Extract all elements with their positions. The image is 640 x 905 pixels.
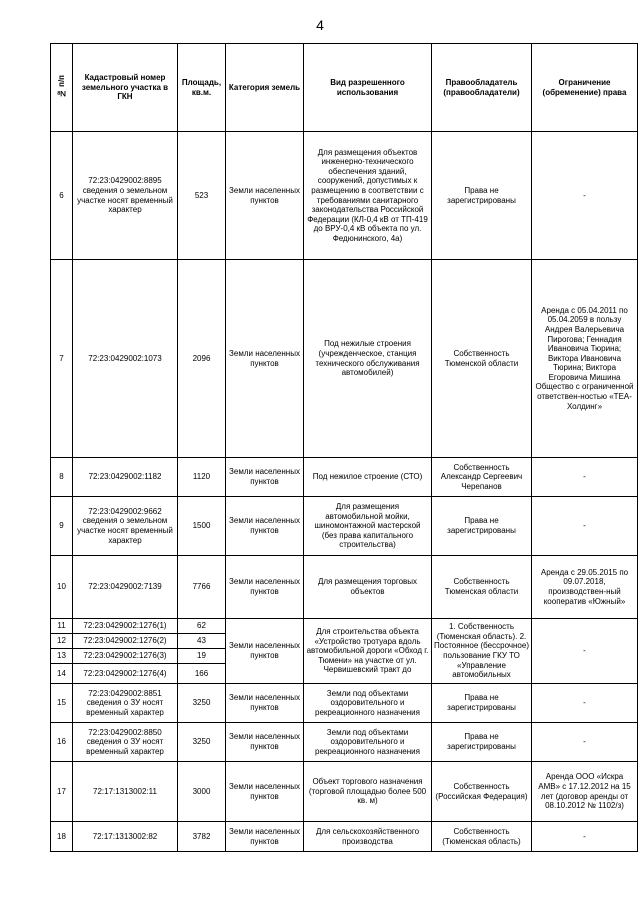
cell-restriction: - [532,684,638,723]
cell-area: 19 [178,649,226,664]
table-row [51,762,638,822]
cell-num: 6 [51,132,73,260]
cell-cadastral: 72:23:0429002:8850 сведения о ЗУ носят временный характер [73,723,178,762]
cell-num: 11 [51,619,73,634]
cell-owner: 1. Собственность (Тюменская область). 2. Постоянное (бессрочное) пользование ГКУ ТО «Управление автомобильных [432,619,532,684]
cell-use: Для размещения объектов инженерно-технического обеспечения зданий, сооружений, допустимых к размещению в соответствии с требованиями санитарного законодательства Российской Федерации (КЛ-0,4 кВ от ТП-419 до ВРУ-0,4 кВ объекта по ул. Федюнинского, 4а) [304,132,432,260]
cell-area: 3782 [178,822,226,852]
cell-area: 7766 [178,556,226,619]
cell-num: 16 [51,723,73,762]
header-num: № п/п [51,44,73,132]
cell-owner: Собственность (Тюменская область) [432,822,532,852]
cell-restriction: - [532,132,638,260]
cell-area: 523 [178,132,226,260]
cell-area: 1500 [178,497,226,556]
cell-owner: Собственность (Российская Федерация) [432,762,532,822]
cell-category: Земли населенных пунктов [226,822,304,852]
cell-area: 166 [178,664,226,684]
table-row [51,684,638,723]
cell-cadastral: 72:23:0429002:1276(4) [73,664,178,684]
cell-use: Для размещения автомобильной мойки, шиномонтажной мастерской (без права капитального строительства) [304,497,432,556]
header-area: Площадь, кв.м. [178,44,226,132]
table-row [51,260,638,458]
cell-cadastral: 72:23:0429002:7139 [73,556,178,619]
header-use: Вид разрешенного использования [304,44,432,132]
cell-area: 3250 [178,684,226,723]
page-number: 4 [316,17,324,33]
cell-restriction: - [532,497,638,556]
cell-cadastral: 72:23:0429002:1182 [73,458,178,497]
cell-use: Земли под объектами оздоровительного и рекреационного назначения [304,723,432,762]
cell-category: Земли населенных пунктов [226,260,304,458]
cell-owner: Собственность Александр Сергеевич Черепанов [432,458,532,497]
cell-restriction: Аренда с 05.04.2011 по 05.04.2059 в пользу Андрея Валерьевича Пирогова; Геннадия Ивановича Тюрина; Виктора Ивановича Тюрина; Виктора Егоровича Мишина Общество с ограниченной ответствен-ностью «ТЕА-Холдинг» [532,260,638,458]
cell-cadastral: 72:23:0429002:1276(1) [73,619,178,634]
cell-num: 8 [51,458,73,497]
table-header-row [51,44,638,132]
cell-restriction: Аренда ООО «Искра АМВ» с 17.12.2012 на 15 лет (договор аренды от 08.10.2012 № 1102/з) [532,762,638,822]
cell-use: Под нежилые строения (учрежденческое, станция технического обслуживания автомобилей) [304,260,432,458]
cell-use: Для сельскохозяйственного производства [304,822,432,852]
cell-category: Земли населенных пунктов [226,132,304,260]
cell-area: 1120 [178,458,226,497]
cell-num: 18 [51,822,73,852]
land-plots-table [50,43,638,852]
cell-category: Земли населенных пунктов [226,497,304,556]
cell-cadastral: 72:23:0429002:1276(3) [73,649,178,664]
cell-use: Для строительства объекта «Устройство тротуара вдоль автомобильной дороги «Обход г. Тюмени» на участке от ул. Червишевский тракт до [304,619,432,684]
cell-category: Земли населенных пунктов [226,762,304,822]
cell-cadastral: 72:17:1313002:11 [73,762,178,822]
cell-owner: Права не зарегистрированы [432,723,532,762]
cell-area: 2096 [178,260,226,458]
cell-owner: Права не зарегистрированы [432,497,532,556]
cell-use: Объект торгового назначения (торговой площадью более 500 кв. м) [304,762,432,822]
cell-area: 3000 [178,762,226,822]
table-row [51,556,638,619]
cell-category: Земли населенных пунктов [226,684,304,723]
cell-num: 12 [51,634,73,649]
table-row [51,822,638,852]
cell-cadastral: 72:17:1313002:82 [73,822,178,852]
cell-restriction: - [532,619,638,684]
cell-cadastral: 72:23:0429002:9662 сведения о земельном участке носят временный характер [73,497,178,556]
header-cadastral: Кадастровый номер земельного участка в ГКН [73,44,178,132]
cell-num: 7 [51,260,73,458]
cell-owner: Права не зарегистрированы [432,132,532,260]
header-restriction: Ограничение (обременение) права [532,44,638,132]
table-row [51,619,638,634]
cell-num: 13 [51,649,73,664]
cell-owner: Собственность Тюменская области [432,556,532,619]
table-row [51,497,638,556]
cell-category: Земли населенных пунктов [226,556,304,619]
cell-category: Земли населенных пунктов [226,723,304,762]
cell-restriction: - [532,723,638,762]
cell-owner: Права не зарегистрированы [432,684,532,723]
cell-area: 62 [178,619,226,634]
cell-restriction: - [532,458,638,497]
cell-num: 17 [51,762,73,822]
header-owner: Правообладатель (правообладатели) [432,44,532,132]
cell-num: 14 [51,664,73,684]
cell-use: Под нежилое строение (СТО) [304,458,432,497]
cell-num: 15 [51,684,73,723]
cell-area: 3250 [178,723,226,762]
cell-use: Земли под объектами оздоровительного и рекреационного назначения [304,684,432,723]
cell-owner: Собственность Тюменской области [432,260,532,458]
table-row [51,723,638,762]
cell-num: 9 [51,497,73,556]
table-row [51,458,638,497]
cell-restriction: - [532,822,638,852]
cell-restriction: Аренда с 29.05.2015 по 09.07.2018, производствен-ный кооператив «Южный» [532,556,638,619]
cell-num: 10 [51,556,73,619]
header-category: Категория земель [226,44,304,132]
cell-category: Земли населенных пунктов [226,619,304,684]
cell-cadastral: 72:23:0429002:8851 сведения о ЗУ носят временный характер [73,684,178,723]
cell-cadastral: 72:23:0429002:1073 [73,260,178,458]
cell-area: 43 [178,634,226,649]
table-row [51,132,638,260]
cell-use: Для размещения торговых объектов [304,556,432,619]
cell-cadastral: 72:23:0429002:8895 сведения о земельном участке носят временный характер [73,132,178,260]
cell-cadastral: 72:23:0429002:1276(2) [73,634,178,649]
cell-category: Земли населенных пунктов [226,458,304,497]
